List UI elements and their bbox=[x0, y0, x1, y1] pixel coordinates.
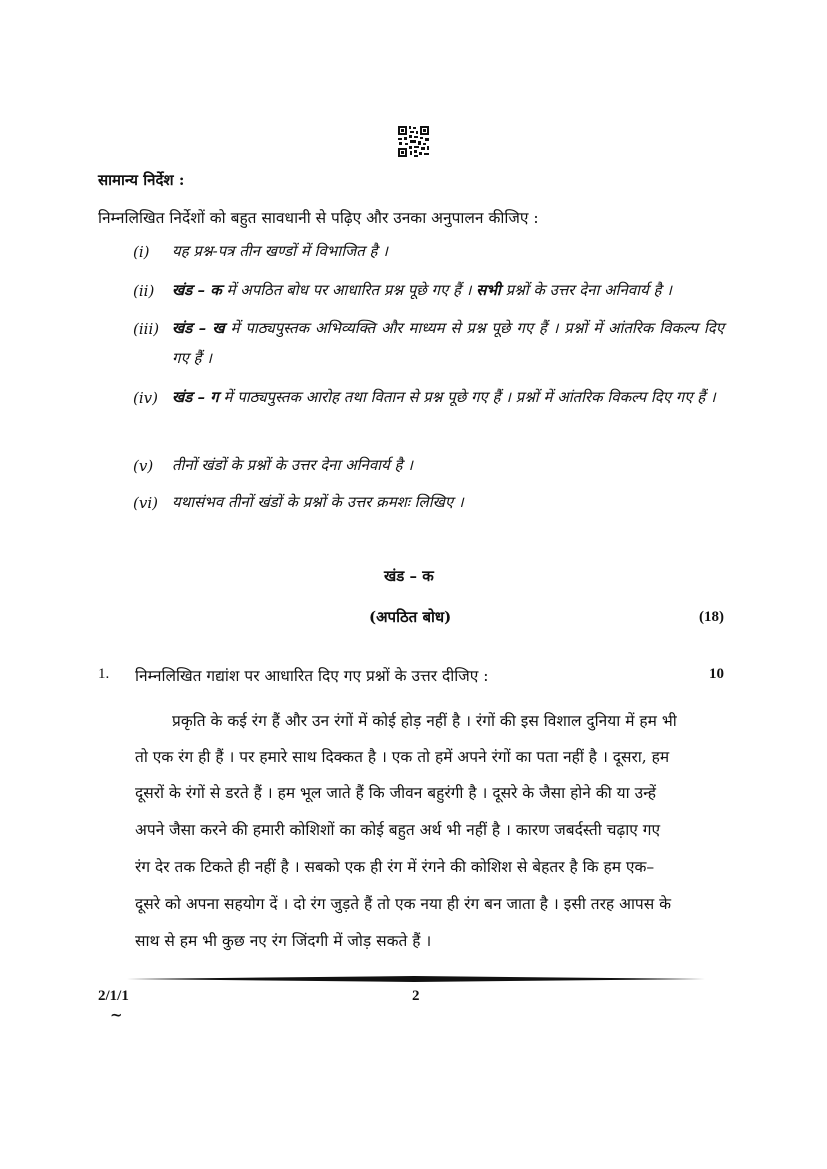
instruction-text bbox=[172, 450, 724, 480]
instruction-text-part: यह प्रश्न-पत्र तीन खण्डों में विभाजित है । bbox=[172, 242, 388, 260]
question-number: 1. bbox=[98, 666, 110, 682]
question-marks: 10 bbox=[709, 666, 724, 682]
section-marks: (18) bbox=[699, 609, 724, 625]
footer-tilde: ~ bbox=[110, 1006, 123, 1024]
emphasis-bold: सभी bbox=[476, 281, 501, 299]
instruction-number: (vi) bbox=[133, 494, 158, 512]
general-instructions-intro: निम्नलिखित निर्देशों को बहुत सावधानी से पढ़िए और उनका अनुपालन कीजिए : bbox=[98, 209, 539, 227]
question-text: निम्नलिखित गद्यांश पर आधारित दिए गए प्रश्नों के उत्तर दीजिए : bbox=[135, 667, 489, 685]
instruction-text-part: तीनों खंडों के प्रश्नों के उत्तर देना अनिवार्य है । bbox=[172, 456, 413, 474]
instruction-text bbox=[172, 382, 724, 412]
footer-rule bbox=[123, 976, 705, 982]
instruction-number: (i) bbox=[133, 243, 150, 261]
instruction-number: (ii) bbox=[133, 282, 155, 300]
passage-line: दूसरे को अपना सहयोग दें । दो रंग जुड़ते हैं तो एक नया ही रंग बन जाता है । इसी तरह आपस के bbox=[135, 895, 672, 913]
instruction-text-part: प्रश्नों के उत्तर देना अनिवार्य है । bbox=[500, 281, 672, 299]
instruction-text bbox=[172, 487, 724, 517]
instruction-number: (iv) bbox=[133, 389, 158, 407]
instruction-text bbox=[172, 275, 724, 305]
general-instructions-title: सामान्य निर्देश : bbox=[98, 171, 185, 189]
section-title: खंड – क bbox=[384, 567, 434, 585]
section-ref-bold: खंड – क bbox=[172, 281, 222, 299]
instruction-number: (iii) bbox=[133, 320, 160, 338]
passage-line: तो एक रंग ही हैं । पर हमारे साथ दिक्कत है । एक तो हमें अपने रंगों का पता नहीं है । दूसरा, हम bbox=[135, 748, 670, 766]
passage-line: प्रकृति के कई रंग हैं और उन रंगों में कोई होड़ नहीं है । रंगों की इस विशाल दुनिया में हम भी bbox=[172, 712, 677, 730]
section-subtitle: (अपठित बोध) bbox=[369, 608, 452, 626]
instruction-text bbox=[172, 236, 724, 266]
qr-code-icon bbox=[397, 125, 430, 158]
passage-line: दूसरों के रंगों से डरते हैं । हम भूल जाते हैं कि जीवन बहुरंगी है । दूसरे के जैसा होने की या उन्हें bbox=[135, 784, 656, 802]
instruction-text-part: में पाठ्यपुस्तक आरोह तथा वितान से प्रश्न पूछे गए हैं । प्रश्नों में आंतरिक विकल्प दिए गए हैं । bbox=[218, 388, 716, 406]
passage-line: रंग देर तक टिकते ही नहीं है । सबको एक ही रंग में रंगने की कोशिश से बेहतर है कि हम एक– bbox=[135, 858, 655, 876]
instruction-text bbox=[172, 313, 724, 373]
passage-line: साथ से हम भी कुछ नए रंग जिंदगी में जोड़ सकते हैं । bbox=[135, 932, 432, 950]
section-ref-bold: खंड – ख bbox=[172, 319, 225, 337]
paper-code: 2/1/1 bbox=[98, 988, 129, 1004]
instruction-number: (v) bbox=[133, 457, 154, 475]
section-ref-bold: खंड – ग bbox=[172, 388, 219, 406]
instruction-text-part: यथासंभव तीनों खंडों के प्रश्नों के उत्तर क्रमशः लिखिए । bbox=[172, 493, 464, 511]
instruction-text-part: में पाठ्यपुस्तक अभिव्यक्ति और माध्यम से प्रश्न पूछे गए हैं । प्रश्नों में आंतरिक विकल्प दिए गए हैं । bbox=[172, 319, 724, 367]
passage-line: अपने जैसा करने की हमारी कोशिशों का कोई बहुत अर्थ भी नहीं है । कारण जबर्दस्ती चढ़ाए गए bbox=[135, 821, 661, 839]
instruction-text-part: में अपठित बोध पर आधारित प्रश्न पूछे गए हैं । bbox=[221, 281, 477, 299]
page-number: 2 bbox=[412, 988, 420, 1004]
